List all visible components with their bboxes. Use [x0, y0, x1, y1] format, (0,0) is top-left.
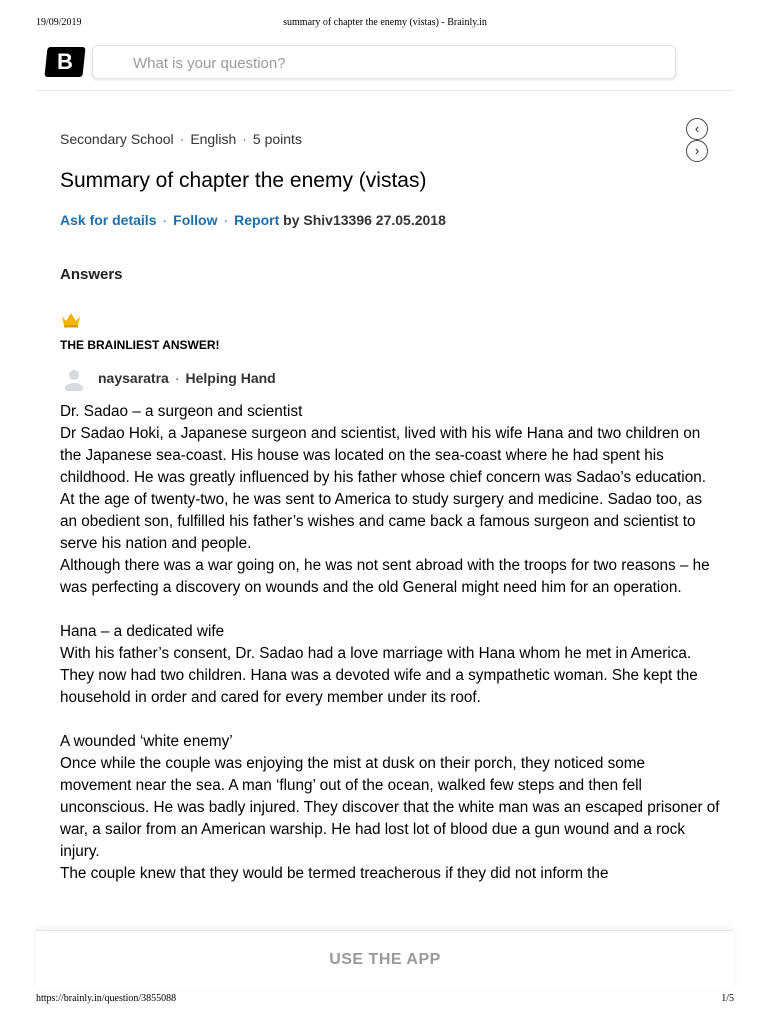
paragraph-gap — [60, 709, 720, 731]
follow-link[interactable]: Follow — [173, 212, 218, 228]
answer-paragraph: A wounded ‘white enemy’ — [60, 733, 233, 750]
meta-separator: · — [179, 131, 185, 147]
header-divider — [36, 90, 734, 91]
chevron-left-icon: ‹ — [694, 121, 700, 136]
crown-icon — [60, 310, 82, 328]
answer-paragraph: Once while the couple was enjoying the mist at dusk on their porch, they noticed some movement near the sea. A man ‘flung’ out of the ocean, walked few steps and then fell unconscious. He was badly injured. They discover that the white man was an escaped prisoner of war, a sailor from an American warship. He had lost lot of blood due a gun wound and a rock injury. — [60, 755, 720, 860]
question-meta — [60, 131, 302, 147]
meta-level[interactable]: Secondary School — [60, 131, 174, 147]
answer-paragraph: With his father’s consent, Dr. Sadao had a love marriage with Hana whom he met in America. They now had two children. Hana was a devoted wife and a sympathetic woman. She kept the household in order and cared for every member under its roof. — [60, 645, 698, 706]
print-page-number: 1/5 — [721, 993, 734, 1004]
print-header — [36, 17, 734, 31]
action-separator: · — [162, 212, 168, 228]
chevron-right-icon: › — [694, 143, 700, 158]
question-actions — [60, 212, 446, 228]
meta-points: 5 points — [252, 131, 302, 147]
meta-separator: · — [242, 131, 247, 147]
print-url: https://brainly.in/question/3855088 — [36, 993, 177, 1004]
avatar[interactable] — [62, 367, 86, 391]
answer-paragraph: Although there was a war going on, he was not sent abroad with the troops for two reasons – he was perfecting a discovery on wounds and the old General might need him for an operation. — [60, 557, 710, 596]
answer-author — [98, 370, 276, 386]
answer-paragraph: Hana – a dedicated wife — [60, 623, 225, 640]
asked-by: by Shiv13396 27.05.2018 — [283, 212, 446, 228]
author-separator: · — [174, 370, 180, 386]
answer-paragraph: The couple knew that they would be termed treacherous if they did not inform the — [60, 865, 609, 882]
print-footer — [36, 993, 734, 1007]
author-name[interactable]: naysaratra — [98, 370, 169, 386]
print-title: summary of chapter the enemy (vistas) - Brainly.in — [283, 17, 487, 28]
use-the-app-bar[interactable] — [36, 930, 734, 989]
author-rank: Helping Hand — [185, 370, 276, 386]
answers-heading: Answers — [60, 266, 123, 283]
next-question-button[interactable] — [686, 140, 708, 162]
action-separator: · — [223, 212, 229, 228]
ask-for-details-link[interactable]: Ask for details — [60, 212, 157, 228]
paragraph-gap — [60, 599, 720, 621]
answer-paragraph: Dr. Sadao – a surgeon and scientist — [60, 403, 303, 420]
use-the-app-label: USE THE APP — [329, 951, 441, 968]
previous-question-button[interactable] — [686, 118, 708, 140]
print-date: 19/09/2019 — [36, 17, 82, 28]
brainliest-label: THE BRAINLIEST ANSWER! — [60, 338, 220, 352]
meta-subject[interactable]: English — [190, 131, 237, 147]
search-input[interactable] — [131, 52, 655, 74]
answer-paragraph: Dr Sadao Hoki, a Japanese surgeon and scientist, lived with his wife Hana and two children on the Japanese sea-coast. His house was located on the sea-coast where he had spent his childhood. He was greatly influenced by his father whose chief concern was Sadao’s education. At the age of twenty-two, he was sent to America to study surgery and medicine. Sadao too, as an obedient son, fulfilled his father’s wishes and came back a famous surgeon and scientist to serve his nation and people. — [60, 425, 706, 552]
answer-body — [60, 401, 720, 941]
question-title: Summary of chapter the enemy (vistas) — [60, 169, 427, 192]
report-link[interactable]: Report — [234, 212, 280, 228]
brainly-logo[interactable] — [44, 47, 85, 77]
search-box[interactable] — [92, 45, 676, 79]
logo-letter: B — [57, 49, 73, 74]
